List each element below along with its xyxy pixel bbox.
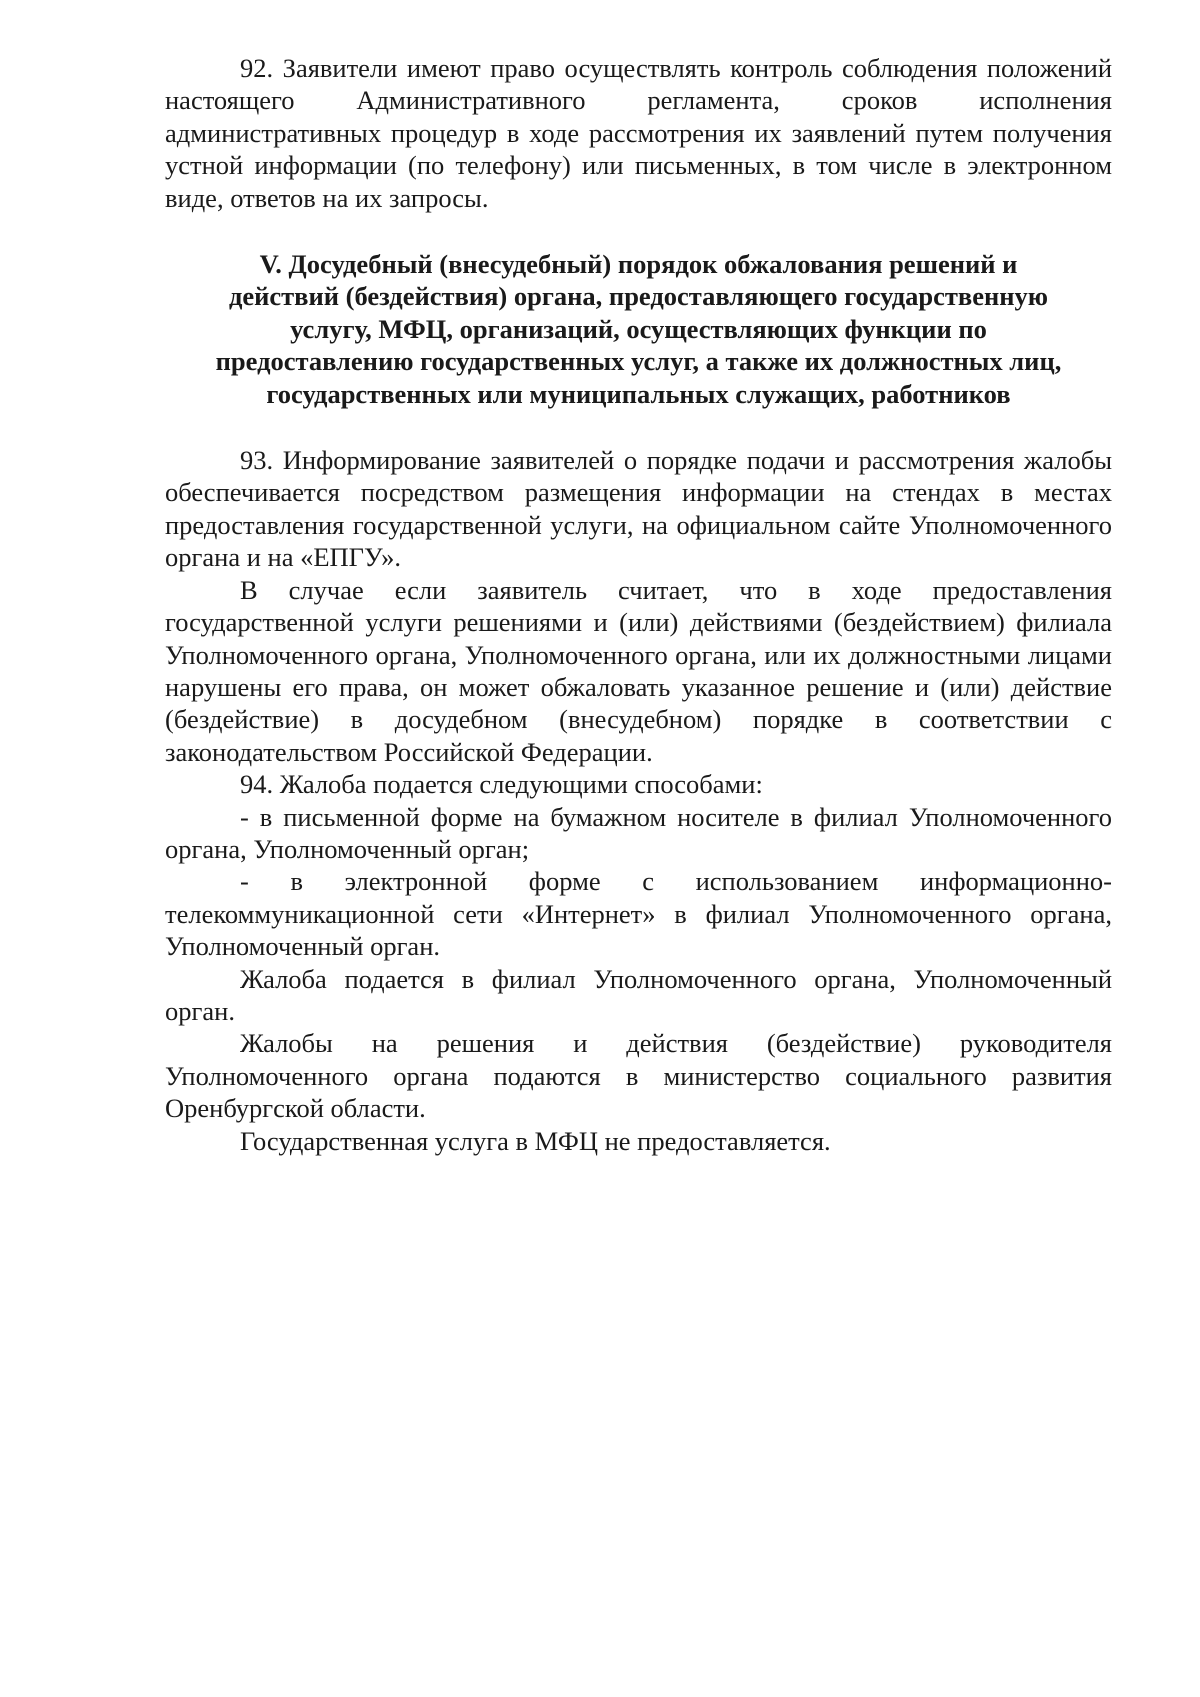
section-heading-line-4: предоставлению государственных услуг, а также их должностных лиц, [215,346,1062,377]
paragraph-complaint-filed: Жалоба подается в филиал Уполномоченного органа, Уполномоченный орган. [165,963,1112,1026]
paragraph-93: 93. Информирование заявителей о порядке подачи и рассмотрения жалобы обеспечивается посредством размещения информации на стендах в местах предоставления государственной услуги, на официальном сайте Уполномоченного органа и на «ЕПГУ». [165,445,1112,573]
section-heading-line-5: государственных или муниципальных служащих, работников [266,378,1011,409]
section-heading-line-2: действий (бездействия) органа, предоставляющего государственную [228,281,1049,312]
section-heading-line-3: услугу, МФЦ, организаций, осуществляющих функции по [290,313,987,344]
paragraph-94-paper-method: - в письменной форме на бумажном носителе в филиал Уполномоченного органа, Уполномоченный орган; [165,801,1112,864]
paragraph-94: 94. Жалоба подается следующими способами: [240,769,763,800]
section-heading-line-1: V. Досудебный (внесудебный) порядок обжалования решений и [259,249,1018,280]
paragraph-92: 92. Заявители имеют право осуществлять контроль соблюдения положений настоящего Административного регламента, сроков исполнения административных процедур в ходе рассмотрения их заявлений путем получения устной информации (по телефону) или письменных, в том числе в электронном виде, ответов на их запросы. [165,53,1112,213]
paragraph-mfc: Государственная услуга в МФЦ не предоставляется. [240,1125,831,1156]
paragraph-complaints-head: Жалобы на решения и действия (бездействие) руководителя Уполномоченного органа подаются в министерство социального развития Оренбургской области. [165,1028,1112,1124]
section-heading [165,248,1112,410]
document-body [165,52,1112,1157]
paragraph-94-electronic-method: - в электронной форме с использованием информационно-телекоммуникационной сети «Интернет» в филиал Уполномоченного органа, Уполномоченный орган. [165,866,1112,962]
paragraph-93-case: В случае если заявитель считает, что в ходе предоставления государственной услуги решениями и (или) действиями (бездействием) филиала Уполномоченного органа, Уполномоченного органа, или их должностными лицами нарушены его права, он может обжаловать указанное решение и (или) действие (бездействие) в досудебном (внесудебном) порядке в соответствии с законодательством Российской Федерации. [165,574,1112,767]
